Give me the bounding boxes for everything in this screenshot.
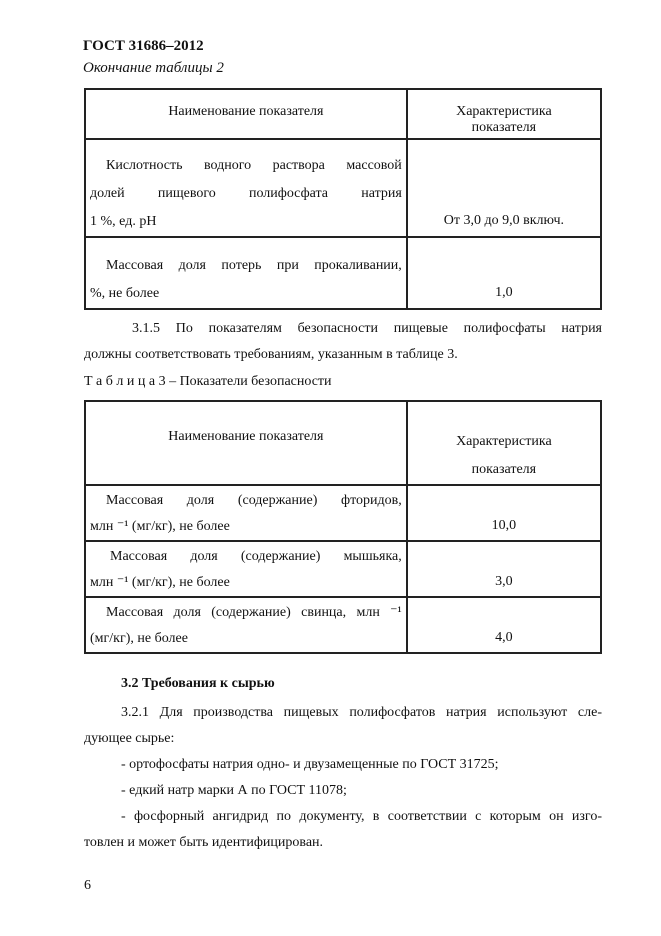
page-number: 6: [84, 878, 91, 893]
table2-row1-name-line2: долей пищевого полифосфата натрия: [90, 186, 402, 201]
table2-row2-value: [407, 237, 601, 309]
table3-header-name-text: Наименование показателя: [168, 429, 324, 444]
table2-row2-name: [85, 237, 407, 309]
table2-row2-name-line2: %, не более: [90, 286, 160, 301]
list-item: - едкий натр марки А по ГОСТ 11078;: [121, 783, 347, 798]
table2-header-name: [85, 89, 407, 139]
table3-row2-value: [407, 541, 601, 597]
table2-header-value-line1: Характеристика: [456, 104, 552, 119]
table2-header-value-line2: показателя: [471, 120, 537, 135]
paragraph-3-1-5-line2: должны соответствовать требованиям, указанным в таблице 3.: [84, 347, 458, 362]
table3-header-value-line2: показателя: [471, 462, 537, 477]
table3-row3-name-line1: Массовая доля (содержание) свинца, млн ⁻¹: [106, 605, 402, 620]
table2-row1-name-line3: 1 %, ед. pH: [90, 214, 157, 229]
table-row: [85, 485, 601, 541]
table-row: [85, 237, 601, 309]
table2-row2-name-line1: Массовая доля потерь при прокаливании,: [106, 258, 402, 273]
table-2: [84, 88, 602, 310]
section-3-2-heading: 3.2 Требования к сырью: [121, 676, 275, 691]
table3-row3-name-line2: (мг/кг), не более: [90, 631, 188, 646]
table3-row2-name-line1: Массовая доля (содержание) мышьяка,: [110, 549, 402, 564]
table3-row2-value-text: 3,0: [495, 574, 513, 589]
table2-row2-value-text: 1,0: [495, 285, 513, 300]
table2-row1-name: [85, 139, 407, 237]
table2-header-name-text: Наименование показателя: [168, 104, 324, 119]
section-3-2-body: [84, 700, 602, 856]
table3-row2-name-line2: млн ⁻¹ (мг/кг), не более: [90, 575, 230, 590]
table3-row3-value: [407, 597, 601, 653]
list-item-line1: - фосфорный ангидрид по документу, в соответствии с которым он изго-: [121, 809, 602, 824]
table3-header-value: [407, 401, 601, 485]
table3-header-value-line1: Характеристика: [456, 434, 552, 449]
table3-row1-name: [85, 485, 407, 541]
table-row: [85, 597, 601, 653]
table2-row1-value-text: От 3,0 до 9,0 включ.: [443, 213, 564, 228]
table3-row2-name: [85, 541, 407, 597]
table3-row3-value-text: 4,0: [495, 630, 513, 645]
paragraph-3-1-5-line1: 3.1.5 По показателям безопасности пищевые полифосфаты натрия: [132, 321, 602, 336]
table3-row1-value: [407, 485, 601, 541]
table-row: [85, 541, 601, 597]
table3-row1-name-line1: Массовая доля (содержание) фторидов,: [106, 493, 402, 508]
table2-header-value: [407, 89, 601, 139]
table3-header-name: [85, 401, 407, 485]
table2-row1-name-line1: Кислотность водного раствора массовой: [106, 158, 402, 173]
paragraph-3-2-1-line2: дующее сырье:: [84, 731, 175, 746]
table2-row1-value: [407, 139, 601, 237]
table3-row1-value-text: 10,0: [491, 518, 517, 533]
table-row: [85, 139, 601, 237]
table-3: [84, 400, 602, 654]
table3-row1-name-line2: млн ⁻¹ (мг/кг), не более: [90, 519, 230, 534]
list-item-line2: товлен и может быть идентифицирован.: [84, 835, 324, 850]
table3-caption: Т а б л и ц а 3 – Показатели безопасности: [84, 374, 332, 389]
table3-row3-name: [85, 597, 407, 653]
document-standard-number: ГОСТ 31686–2012: [83, 38, 204, 54]
list-item: - ортофосфаты натрия одно- и двузамещенные по ГОСТ 31725;: [121, 757, 499, 772]
table-continuation-label: Окончание таблицы 2: [83, 60, 224, 76]
paragraph-3-2-1-line1: 3.2.1 Для производства пищевых полифосфатов натрия используют сле-: [121, 705, 602, 720]
paragraph-3-1-5: [84, 316, 602, 368]
